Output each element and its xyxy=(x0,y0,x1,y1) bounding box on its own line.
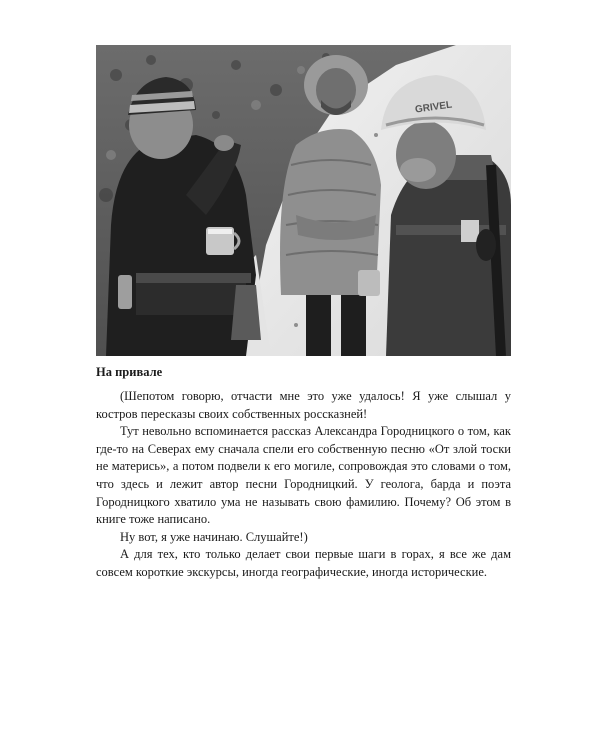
body-text xyxy=(96,388,511,582)
photo-caption: На привале xyxy=(96,365,163,379)
helmet-brand-text: GRIVEL xyxy=(414,99,453,116)
photo-illustration xyxy=(96,45,511,356)
photo-climbers-rest xyxy=(96,45,511,356)
paragraph: А для тех, кто только делает свои первые шаги в горах, я все же дам совсем короткие экскурсы, иногда географические, иногда исторические. xyxy=(96,547,511,579)
paragraph: Ну вот, я уже начинаю. Слушайте!) xyxy=(120,529,308,544)
paragraph: Тут невольно вспоминается рассказ Александра Городницкого о том, как где-то на Северах ему сначала спели его собственную песню «От злой тоски не матерись», а потом подвели к его могиле, сопровождая это словами о том, что здесь и лежит автор песни Городницкий. У геолога, барда и поэта Городницкого хватило ума не называть свою фамилию. Почему? Об этом в книге тоже написано. xyxy=(96,424,511,527)
paragraph: (Шепотом говорю, отчасти мне это уже удалось! Я уже слышал у костров пересказы своих собственных россказней! xyxy=(96,389,511,421)
